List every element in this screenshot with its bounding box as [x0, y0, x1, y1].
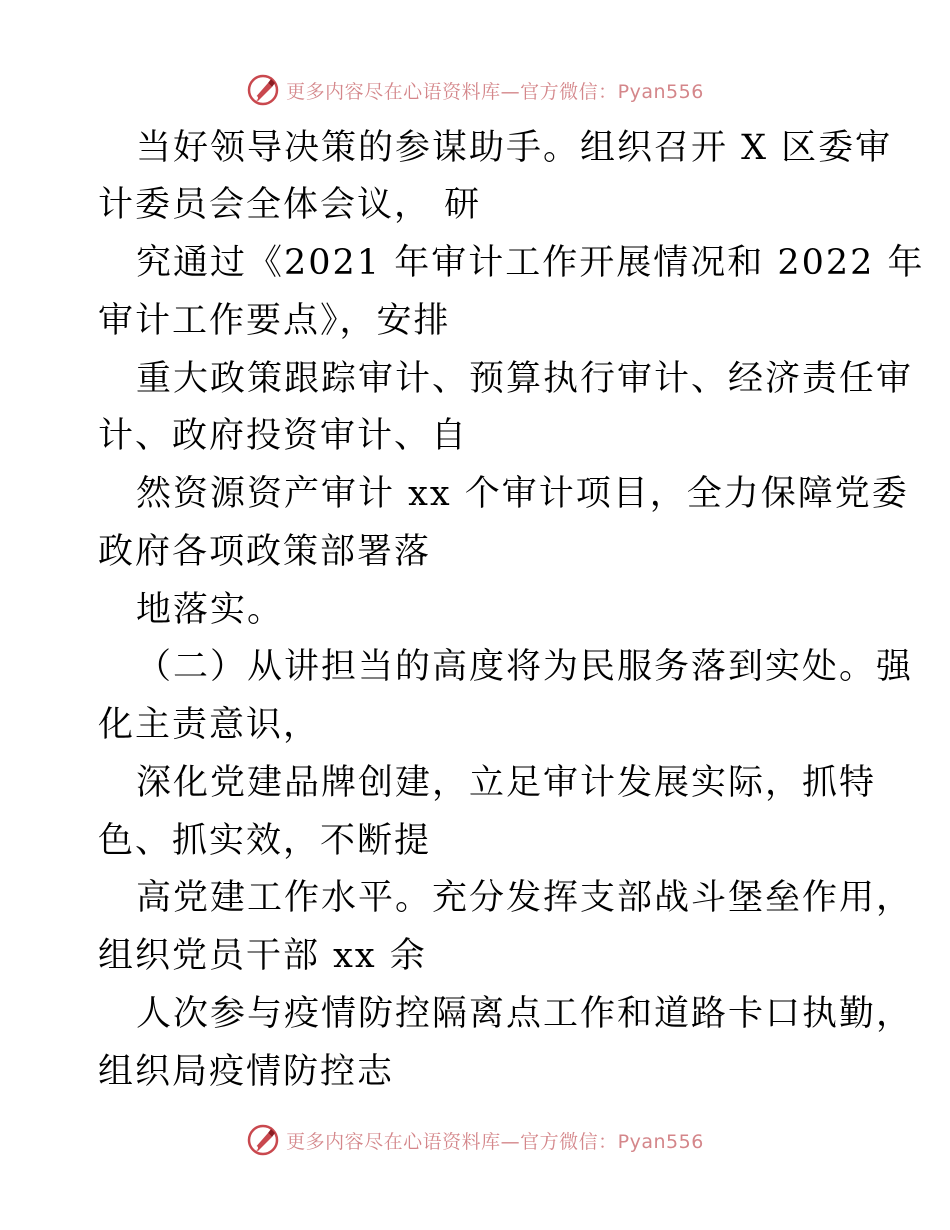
text-line: 计、政府投资审计、自	[98, 416, 469, 456]
text-line: 组织局疫情防控志	[98, 1052, 395, 1092]
text-line: 审计工作要点》，安排	[98, 301, 451, 341]
watermark-text: 更多内容尽在心语资料库—官方微信：Pyan556	[286, 1130, 704, 1153]
text-line: （二）从讲担当的高度将为民服务落到实处。强	[136, 647, 914, 687]
text-line: 深化党建品牌创建，立足审计发展实际，抓特	[136, 763, 877, 803]
text-line: 地落实。	[136, 590, 285, 630]
text-line: 计委员会全体会议， 研	[98, 185, 482, 225]
text-line: 然资源资产审计 xx 个审计项目，全力保障党委	[136, 474, 909, 514]
pen-logo-icon	[246, 73, 280, 107]
watermark-text: 更多内容尽在心语资料库—官方微信：Pyan556	[286, 80, 704, 103]
header-watermark	[0, 70, 950, 110]
text-line: 政府各项政策部署落	[98, 532, 432, 572]
pen-logo-icon	[246, 1123, 280, 1157]
text-line: 化主责意识，	[98, 705, 321, 745]
footer-watermark	[0, 1120, 950, 1160]
text-line: 当好领导决策的参谋助手。组织召开 X 区委审	[136, 128, 893, 168]
text-line: 究通过《2021 年审计工作开展情况和 2022 年	[136, 243, 925, 283]
text-line: 色、抓实效，不断提	[98, 821, 432, 861]
text-line: 人次参与疫情防控隔离点工作和道路卡口执勤，	[136, 994, 914, 1034]
text-line: 高党建工作水平。充分发挥支部战斗堡垒作用，	[136, 878, 914, 918]
text-line: 组织党员干部 xx 余	[98, 936, 427, 976]
text-line: 重大政策跟踪审计、预算执行审计、经济责任审	[136, 359, 914, 399]
